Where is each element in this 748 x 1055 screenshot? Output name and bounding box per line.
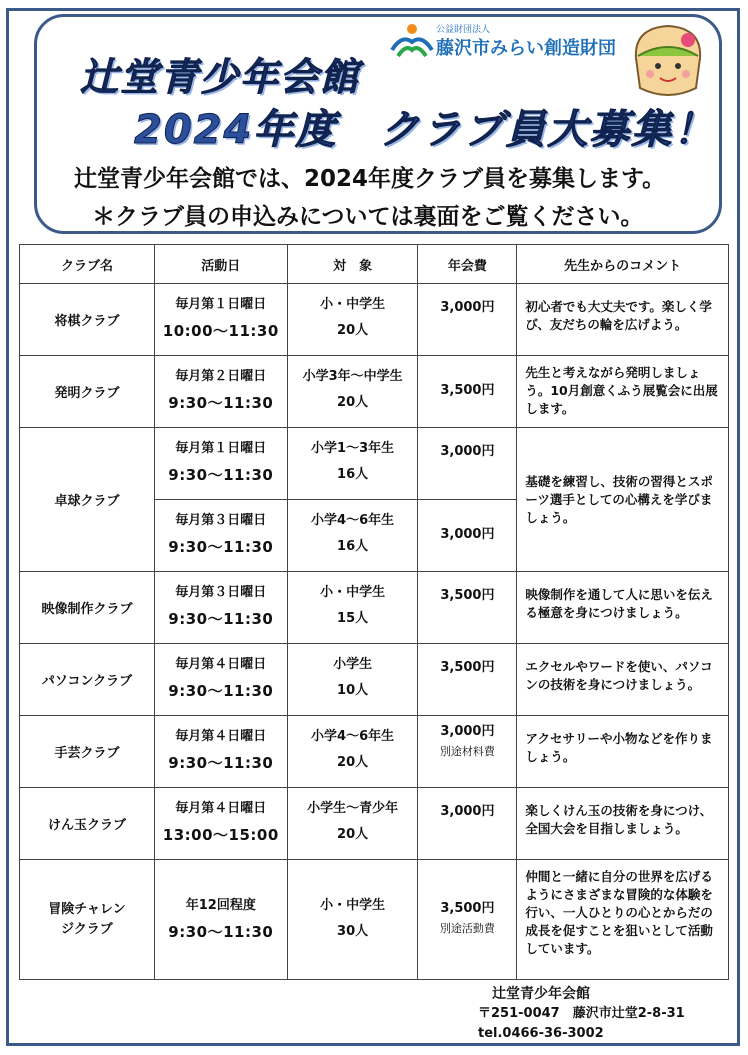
club-name: 将棋クラブ bbox=[20, 284, 155, 356]
header-club-name: クラブ名 bbox=[20, 245, 155, 284]
club-day: 毎月第１日曜日 bbox=[175, 441, 267, 456]
club-fee-amount: 3,000円 bbox=[440, 804, 495, 819]
club-name: けん玉クラブ bbox=[20, 788, 155, 860]
club-day: 毎月第３日曜日 bbox=[175, 513, 267, 528]
club-comment: 基礎を練習し、技術の習得とスポーツ選手としての心構えを学びましょう。 bbox=[517, 428, 729, 572]
club-comment: 楽しくけん玉の技術を身につけ、全国大会を目指しましょう。 bbox=[517, 788, 729, 860]
org-name: 藤沢市みらい創造財団 bbox=[436, 38, 616, 59]
club-fee-amount: 3,000円 bbox=[440, 527, 495, 542]
lead-text-1: 辻堂青少年会館では、2024年度クラブ員を募集します。 bbox=[74, 166, 666, 192]
club-target bbox=[287, 644, 418, 716]
lead-text-2: ＊クラブ員の申込みについては裏面をご覧ください。 bbox=[92, 204, 644, 230]
club-fee-amount: 3,500円 bbox=[440, 383, 495, 398]
footer-tel: tel.0466-36-3002 bbox=[478, 1026, 604, 1041]
club-fee-amount: 3,500円 bbox=[440, 660, 495, 675]
club-target-group: 小学生～青少年 bbox=[307, 801, 399, 816]
table-row bbox=[20, 644, 729, 716]
club-name: 映像制作クラブ bbox=[20, 572, 155, 644]
club-date bbox=[154, 788, 287, 860]
club-date bbox=[154, 716, 287, 788]
club-comment: 初心者でも大丈夫です。楽しく学び、友だちの輪を広げよう。 bbox=[517, 284, 729, 356]
club-day: 年12回程度 bbox=[185, 898, 256, 913]
footer-name: 辻堂青少年会館 bbox=[492, 986, 590, 1002]
club-day: 毎月第３日曜日 bbox=[175, 585, 267, 600]
table-row bbox=[20, 428, 729, 500]
club-fee bbox=[418, 860, 517, 980]
club-fee bbox=[418, 572, 517, 644]
org-subtitle: 公益財団法人 bbox=[436, 25, 491, 35]
club-time: 9:30～11:30 bbox=[168, 610, 274, 628]
club-comment: アクセサリーや小物などを作りましょう。 bbox=[517, 716, 729, 788]
footer-contact bbox=[478, 984, 685, 1044]
mascot-character-icon bbox=[626, 18, 710, 108]
club-target-group: 小学3年～中学生 bbox=[302, 369, 403, 384]
club-capacity: 16人 bbox=[337, 539, 369, 554]
club-name-text: 冒険チャレンジクラブ bbox=[48, 901, 126, 937]
club-fee-amount: 3,000円 bbox=[440, 444, 495, 459]
club-capacity: 30人 bbox=[337, 924, 369, 939]
club-target bbox=[287, 572, 418, 644]
club-fee-amount: 3,000円 bbox=[440, 724, 495, 739]
club-target bbox=[287, 356, 418, 428]
club-date bbox=[154, 500, 287, 572]
club-name: 手芸クラブ bbox=[20, 716, 155, 788]
club-comment: エクセルやワードを使い、パソコンの技術を身につけましょう。 bbox=[517, 644, 729, 716]
table-header-row bbox=[20, 245, 729, 284]
title-line-1: 辻堂青少年会館 bbox=[80, 55, 361, 99]
club-fee bbox=[418, 284, 517, 356]
table-row bbox=[20, 356, 729, 428]
club-table bbox=[19, 244, 729, 980]
table-row bbox=[20, 572, 729, 644]
club-fee-amount: 3,500円 bbox=[440, 901, 495, 916]
club-target bbox=[287, 788, 418, 860]
club-target-group: 小学生 bbox=[333, 657, 373, 672]
table-row bbox=[20, 716, 729, 788]
club-fee bbox=[418, 356, 517, 428]
foundation-org bbox=[390, 20, 640, 64]
club-capacity: 16人 bbox=[337, 467, 369, 482]
club-time: 9:30～11:30 bbox=[168, 538, 274, 556]
club-fee-note: 別途活動費 bbox=[439, 922, 495, 935]
club-date bbox=[154, 644, 287, 716]
club-comment: 仲間と一緒に自分の世界を広げるようにさまざまな冒険的な体験を行い、一人ひとりの心とからだの成長を促すことを狙いとして活動しています。 bbox=[517, 860, 729, 980]
header-activity-day: 活動日 bbox=[154, 245, 287, 284]
club-name: パソコンクラブ bbox=[20, 644, 155, 716]
club-target-group: 小・中学生 bbox=[320, 585, 386, 600]
club-target-group: 小学4～6年生 bbox=[311, 729, 395, 744]
club-date bbox=[154, 428, 287, 500]
club-target-group: 小学4～6年生 bbox=[311, 513, 395, 528]
club-date bbox=[154, 572, 287, 644]
club-fee bbox=[418, 644, 517, 716]
club-date bbox=[154, 860, 287, 980]
club-fee-note: 別途材料費 bbox=[439, 745, 495, 758]
club-target bbox=[287, 500, 418, 572]
club-day: 毎月第４日曜日 bbox=[175, 657, 267, 672]
club-target-group: 小学1～3年生 bbox=[311, 441, 395, 456]
club-time: 13:00～15:00 bbox=[162, 826, 279, 844]
club-day: 毎月第４日曜日 bbox=[175, 729, 267, 744]
club-fee bbox=[418, 428, 517, 500]
table-row bbox=[20, 860, 729, 980]
club-target bbox=[287, 860, 418, 980]
club-capacity: 20人 bbox=[337, 395, 369, 410]
club-comment: 先生と考えながら発明しましょう。10月創意くふう展覧会に出展します。 bbox=[517, 356, 729, 428]
club-name: 卓球クラブ bbox=[20, 428, 155, 572]
table-row bbox=[20, 284, 729, 356]
club-fee-amount: 3,500円 bbox=[440, 588, 495, 603]
club-capacity: 10人 bbox=[337, 683, 369, 698]
club-day: 毎月第２日曜日 bbox=[175, 369, 267, 384]
foundation-logo-icon bbox=[390, 20, 434, 60]
club-capacity: 20人 bbox=[337, 323, 369, 338]
club-capacity: 15人 bbox=[337, 611, 369, 626]
club-time: 9:30～11:30 bbox=[168, 466, 274, 484]
footer-address: 〒251-0047 藤沢市辻堂2-8-31 bbox=[478, 1006, 685, 1021]
club-fee bbox=[418, 788, 517, 860]
club-date bbox=[154, 284, 287, 356]
header-comment: 先生からのコメント bbox=[517, 245, 729, 284]
club-time: 9:30～11:30 bbox=[168, 394, 274, 412]
club-name: 発明クラブ bbox=[20, 356, 155, 428]
club-target bbox=[287, 284, 418, 356]
club-target-group: 小・中学生 bbox=[320, 898, 386, 913]
club-target bbox=[287, 428, 418, 500]
title-line-2: 2024年度 クラブ員大募集！ bbox=[134, 107, 716, 153]
club-day: 毎月第４日曜日 bbox=[175, 801, 267, 816]
table-row bbox=[20, 788, 729, 860]
club-name bbox=[20, 860, 155, 980]
club-target-group: 小・中学生 bbox=[320, 297, 386, 312]
club-day: 毎月第１日曜日 bbox=[175, 297, 267, 312]
club-target bbox=[287, 716, 418, 788]
club-fee-amount: 3,000円 bbox=[440, 300, 495, 315]
club-date bbox=[154, 356, 287, 428]
club-time: 9:30～11:30 bbox=[168, 682, 274, 700]
club-time: 10:00～11:30 bbox=[162, 322, 279, 340]
club-fee bbox=[418, 500, 517, 572]
club-time: 9:30～11:30 bbox=[168, 754, 274, 772]
club-fee bbox=[418, 716, 517, 788]
header-target: 対 象 bbox=[287, 245, 418, 284]
club-time: 9:30～11:30 bbox=[168, 923, 274, 941]
club-capacity: 20人 bbox=[337, 755, 369, 770]
header-annual-fee: 年会費 bbox=[418, 245, 517, 284]
club-capacity: 20人 bbox=[337, 827, 369, 842]
club-comment: 映像制作を通して人に思いを伝える極意を身につけましょう。 bbox=[517, 572, 729, 644]
